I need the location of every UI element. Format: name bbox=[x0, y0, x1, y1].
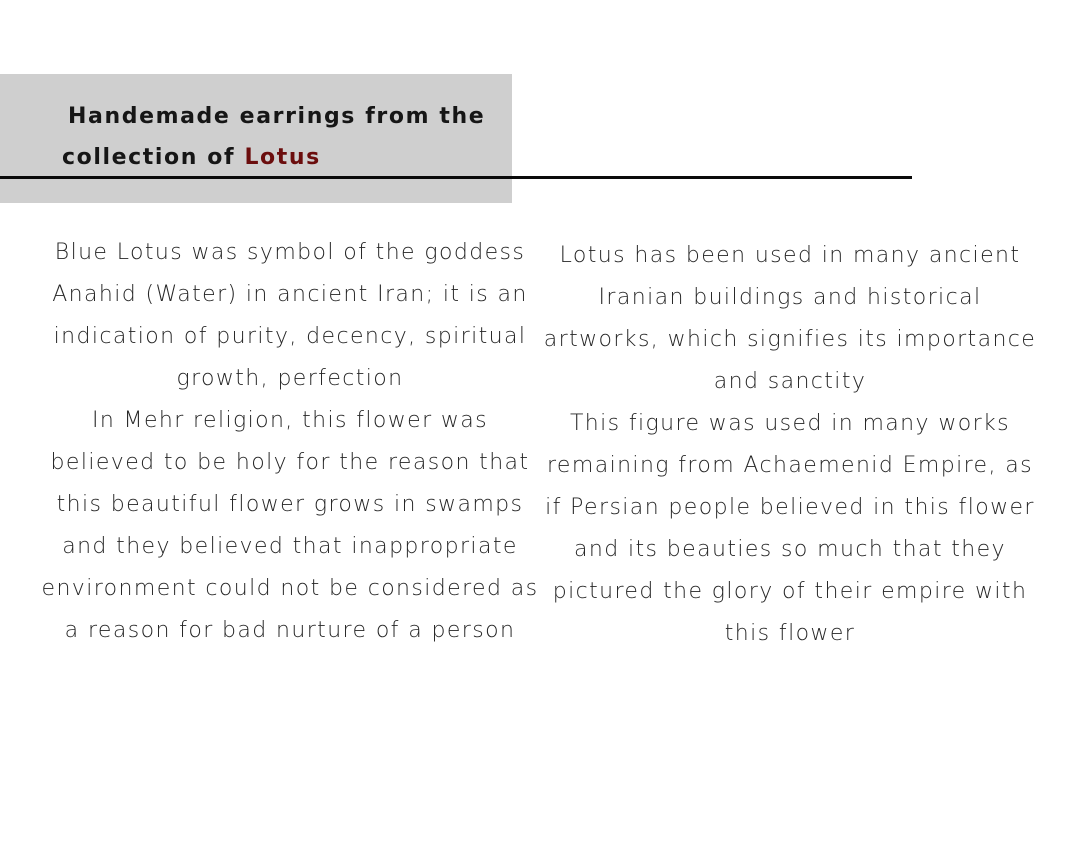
left-text-column bbox=[40, 232, 540, 652]
left-paragraph-1: Blue Lotus was symbol of the goddess Anahid (Water) in ancient Iran; it is an indication of purity, decency, spiritual growth, perfection bbox=[52, 240, 528, 391]
title-prefix: collection of bbox=[62, 145, 245, 170]
left-paragraph-2: In Mehr religion, this flower was believed to be holy for the reason that this beautiful flower grows in swamps and they believed that inappropriate environment could not be considered as a reason for bad nurture of a person bbox=[41, 408, 539, 643]
right-paragraph-2: This figure was used in many works remaining from Achaemenid Empire, as if Persian people believed in this flower and its beauties so much that they pictured the glory of their empire with this flower bbox=[545, 411, 1035, 646]
header-divider bbox=[0, 176, 912, 179]
right-paragraph-1: Lotus has been used in many ancient Iranian buildings and historical artworks, which signifies its importance and sanctity bbox=[543, 243, 1037, 394]
collection-name: Lotus bbox=[244, 145, 321, 170]
title-line-1: Handemade earrings from the bbox=[68, 104, 486, 129]
title-line-2 bbox=[62, 145, 321, 170]
page-title bbox=[62, 96, 522, 178]
right-text-column bbox=[540, 235, 1040, 655]
